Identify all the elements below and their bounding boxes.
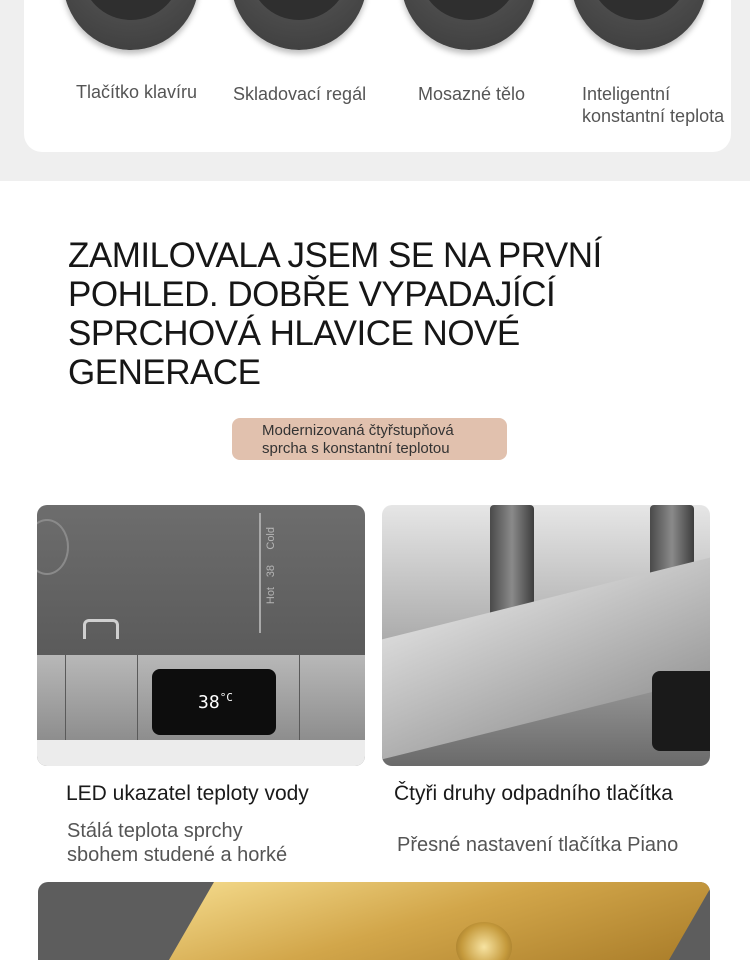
piano-key-icon — [63, 0, 199, 50]
feature-label-brass: Mosazné tělo — [418, 84, 526, 104]
thermostat-icon — [571, 0, 707, 50]
headline-line-3: SPRCHOVÁ HLAVICE NOVÉ GENERACE — [68, 314, 520, 392]
led-unit: °C — [219, 691, 233, 704]
scale-label-hot: Hot — [265, 587, 277, 605]
scale-label-cold: Cold — [265, 527, 277, 550]
shelf-icon — [231, 0, 367, 50]
pill-line-2: sprcha s konstantní teplotou — [262, 440, 450, 457]
display-panel — [652, 671, 710, 751]
feature-label-piano: Tlačítko klavíru — [76, 82, 198, 102]
caption-buttons-title: Čtyři druhy odpadního tlačítka — [394, 782, 673, 805]
headline — [68, 236, 708, 392]
led-temperature-display — [152, 669, 276, 735]
feature-label-thermostat-2: konstantní teplota — [582, 106, 725, 126]
feature-card — [24, 0, 731, 152]
feature-label-thermostat-1: Inteligentní — [582, 84, 671, 104]
faucet-icon — [83, 619, 119, 639]
headline-line-2: POHLED. DOBŘE VYPADAJÍCÍ — [68, 275, 556, 314]
led-display-photo — [37, 505, 365, 766]
feature-label-shelf: Skladovací regál — [233, 84, 367, 104]
scale-label-mid: 38 — [265, 565, 277, 578]
caption-led-sub-1: Stálá teplota sprchy — [67, 820, 243, 842]
top-feature-band — [0, 0, 750, 181]
gold-block — [156, 882, 710, 960]
caption-led-sub-2: sbohem studené a horké — [67, 844, 288, 866]
caption-buttons-sub: Přesné nastavení tlačítka Piano — [397, 834, 679, 856]
hex-bolt-icon — [37, 519, 69, 575]
led-value: 38 — [198, 692, 220, 713]
pill-line-1: Modernizovaná čtyřstupňová — [262, 422, 454, 439]
piano-buttons-photo — [382, 505, 710, 766]
photo-base — [37, 740, 365, 766]
feature-pill — [232, 418, 507, 460]
brass-body-icon — [401, 0, 537, 50]
headline-line-1: ZAMILOVALA JSEM SE NA PRVNÍ — [68, 236, 602, 275]
gold-body-photo — [38, 882, 710, 960]
caption-led-title: LED ukazatel teploty vody — [66, 782, 309, 805]
